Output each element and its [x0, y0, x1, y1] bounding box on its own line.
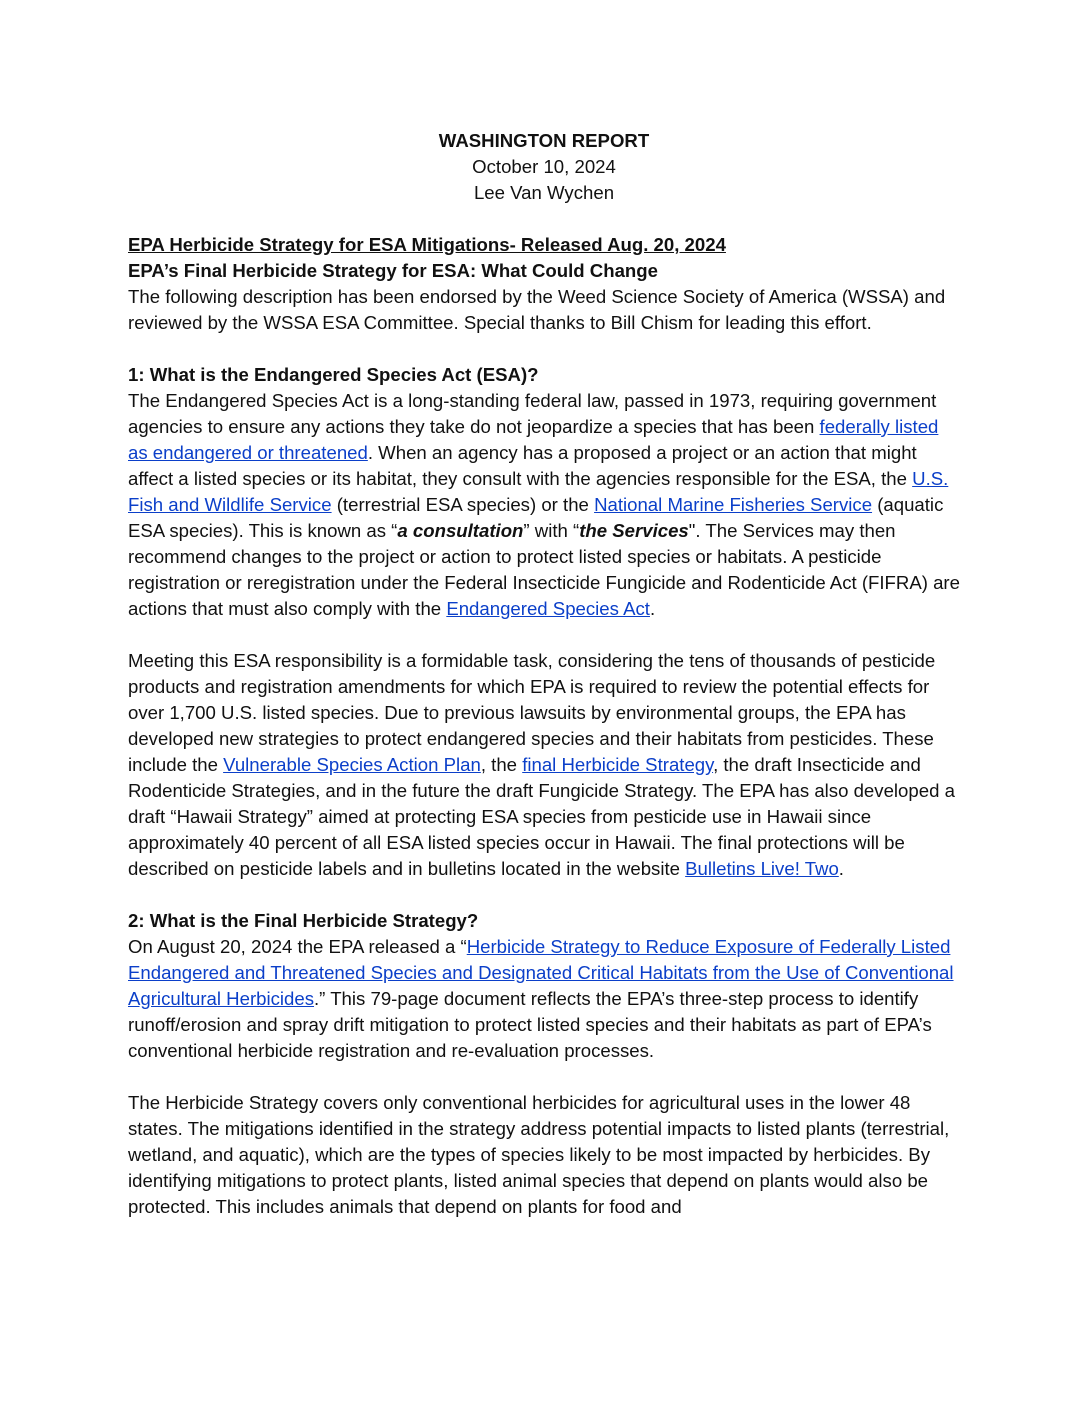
link-vulnerable-species-plan[interactable]: Vulnerable Species Action Plan	[223, 754, 481, 775]
link-endangered-species-act[interactable]: Endangered Species Act	[446, 598, 650, 619]
link-bulletins-live-two[interactable]: Bulletins Live! Two	[685, 858, 839, 879]
q2-paragraph-1: On August 20, 2024 the EPA released a “Herbicide Strategy to Reduce Exposure of Federally Listed Endangered and Threatened Species and Designated Critical Habitats from the Use of Conventional Agricultural Herbicides.” This 79-page document reflects the EPA’s three-step process to identify runoff/erosion and spray drift mitigation to protect listed species and their habitats as part of EPA’s conventional herbicide registration and re-evaluation processes.	[128, 936, 954, 1061]
link-marine-fisheries-service[interactable]: National Marine Fisheries Service	[594, 494, 873, 515]
document-page	[128, 128, 960, 1220]
q2-heading: 2: What is the Final Herbicide Strategy?	[128, 910, 479, 931]
link-federally-listed[interactable]: federally listed as endangered or threatened	[128, 416, 939, 463]
subtitle: EPA’s Final Herbicide Strategy for ESA: What Could Change	[128, 260, 658, 281]
report-date: October 10, 2024	[472, 156, 616, 177]
term-consultation: a consultation	[397, 520, 524, 541]
q1-paragraph-1: The Endangered Species Act is a long-standing federal law, passed in 1973, requiring government agencies to ensure any actions they take do not jeopardize a species that has been federally listed as endangered or threatened. When an agency has a proposed a project or an action that might affect a listed species or its habitat, they consult with the agencies responsible for the ESA, the U.S. Fish and Wildlife Service (terrestrial ESA species) or the National Marine Fisheries Service (aquatic ESA species). This is known as “a consultation” with “the Services". The Services may then recommend changes to the project or action to protect listed species or habitats. A pesticide registration or reregistration under the Federal Insecticide Fungicide and Rodenticide Act (FIFRA) are actions that must also comply with the Endangered Species Act.	[128, 390, 960, 619]
link-herbicide-strategy-document[interactable]: Herbicide Strategy to Reduce Exposure of Federally Listed Endangered and Threatened Species and Designated Critical Habitats from the Use of Conventional Agricultural Herbicides	[128, 936, 954, 1009]
q2-paragraph-2: The Herbicide Strategy covers only conventional herbicides for agricultural uses in the lower 48 states. The mitigations identified in the strategy address potential impacts to listed plants (terrestrial, wetland, and aquatic), which are the types of species likely to be most impacted by herbicides. By identifying mitigations to protect plants, listed animal species that depend on plants would also be protected. This includes animals that depend on plants for food and	[128, 1092, 950, 1217]
section-title: EPA Herbicide Strategy for ESA Mitigations- Released Aug. 20, 2024	[128, 234, 726, 255]
report-header	[128, 128, 960, 206]
term-services: the Services	[579, 520, 689, 541]
link-final-herbicide-strategy[interactable]: final Herbicide Strategy	[522, 754, 714, 775]
report-title: WASHINGTON REPORT	[438, 130, 650, 151]
report-author: Lee Van Wychen	[473, 182, 615, 203]
link-fish-wildlife-service[interactable]: U.S. Fish and Wildlife Service	[128, 468, 949, 515]
q1-heading: 1: What is the Endangered Species Act (ESA)?	[128, 364, 539, 385]
intro-paragraph: The following description has been endorsed by the Weed Science Society of America (WSSA) and reviewed by the WSSA ESA Committee. Special thanks to Bill Chism for leading this effort.	[128, 286, 946, 333]
q1-paragraph-2: Meeting this ESA responsibility is a formidable task, considering the tens of thousands of pesticide products and registration amendments for which EPA is required to review the potential effects for over 1,700 U.S. listed species. Due to previous lawsuits by environmental groups, the EPA has developed new strategies to protect endangered species and their habitats from pesticides. These include the Vulnerable Species Action Plan, the final Herbicide Strategy, the draft Insecticide and Rodenticide Strategies, and in the future the draft Fungicide Strategy. The EPA has also developed a draft “Hawaii Strategy” aimed at protecting ESA species from pesticide use in Hawaii since approximately 40 percent of all ESA listed species occur in Hawaii. The final protections will be described on pesticide labels and in bulletins located in the website Bulletins Live! Two.	[128, 650, 955, 879]
